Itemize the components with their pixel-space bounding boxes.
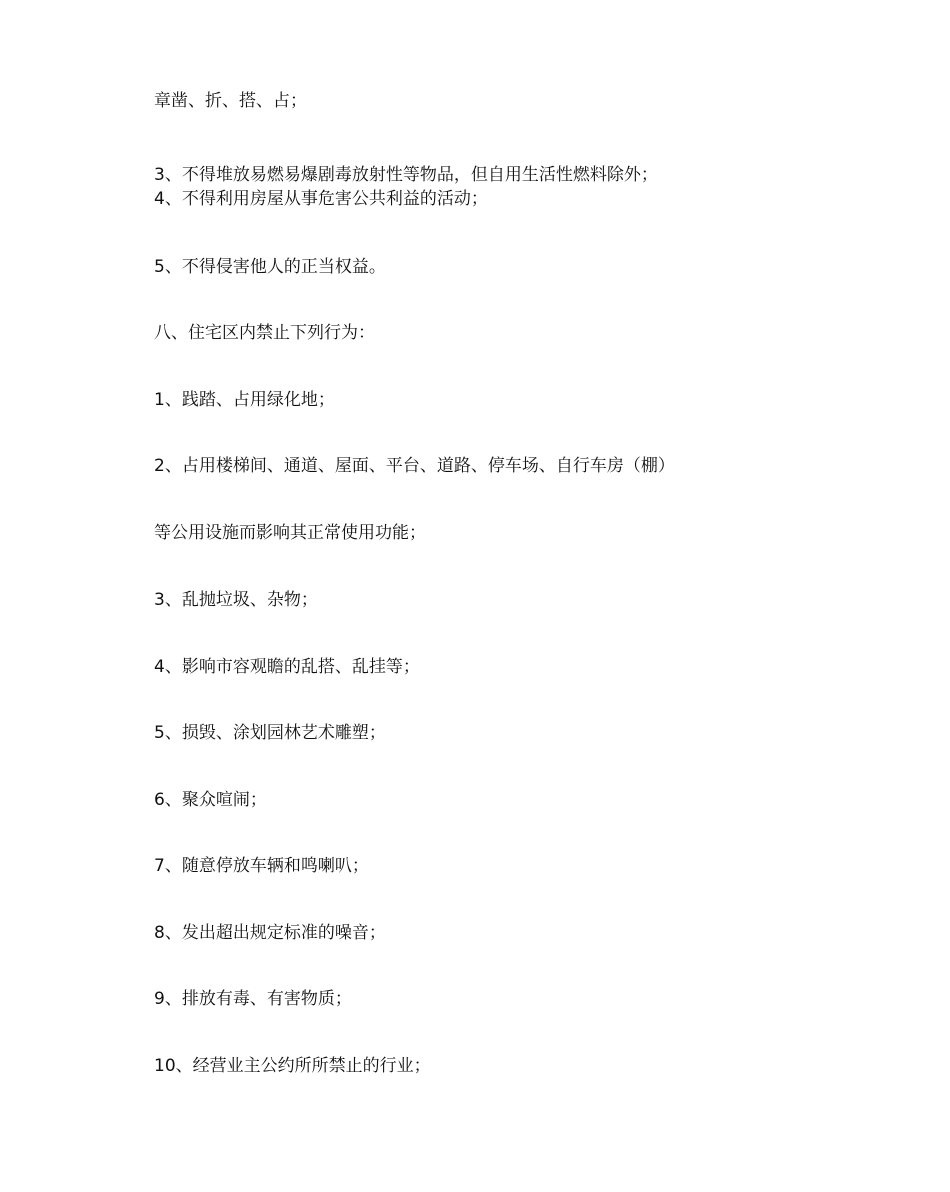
text-line-item-4: 4、不得利用房屋从事危害公共利益的活动；	[154, 189, 488, 209]
text-line-rule-8: 8、发出超出规定标准的噪音；	[154, 923, 386, 943]
section-heading-8: 八、住宅区内禁止下列行为：	[154, 323, 375, 343]
text-line-rule-3: 3、乱抛垃圾、杂物；	[154, 590, 318, 610]
text-line-rule-4: 4、影响市容观瞻的乱搭、乱挂等；	[154, 657, 420, 677]
text-line-rule-2: 2、占用楼梯间、通道、屋面、平台、道路、停车场、自行车房（棚）	[154, 456, 675, 476]
text-line-rule-9: 9、排放有毒、有害物质；	[154, 989, 352, 1009]
text-line-rule-5: 5、损毁、涂划园林艺术雕塑；	[154, 723, 386, 743]
text-line-rule-1: 1、践踏、占用绿化地；	[154, 390, 335, 410]
text-line-rule-2-cont: 等公用设施而影响其正常使用功能；	[154, 523, 426, 543]
text-line-rule-6: 6、聚众喧闹；	[154, 790, 267, 810]
text-line-rule-7: 7、随意停放车辆和鸣喇叭；	[154, 856, 369, 876]
text-line-rule-10: 10、经营业主公约所所禁止的行业；	[154, 1056, 431, 1076]
text-line-item-3: 3、不得堆放易燃易爆剧毒放射性等物品，但自用生活性燃料除外；	[154, 165, 658, 185]
text-line-item-5: 5、不得侵害他人的正当权益。	[154, 257, 386, 277]
text-line-continuation: 章凿、折、搭、占；	[154, 91, 307, 111]
